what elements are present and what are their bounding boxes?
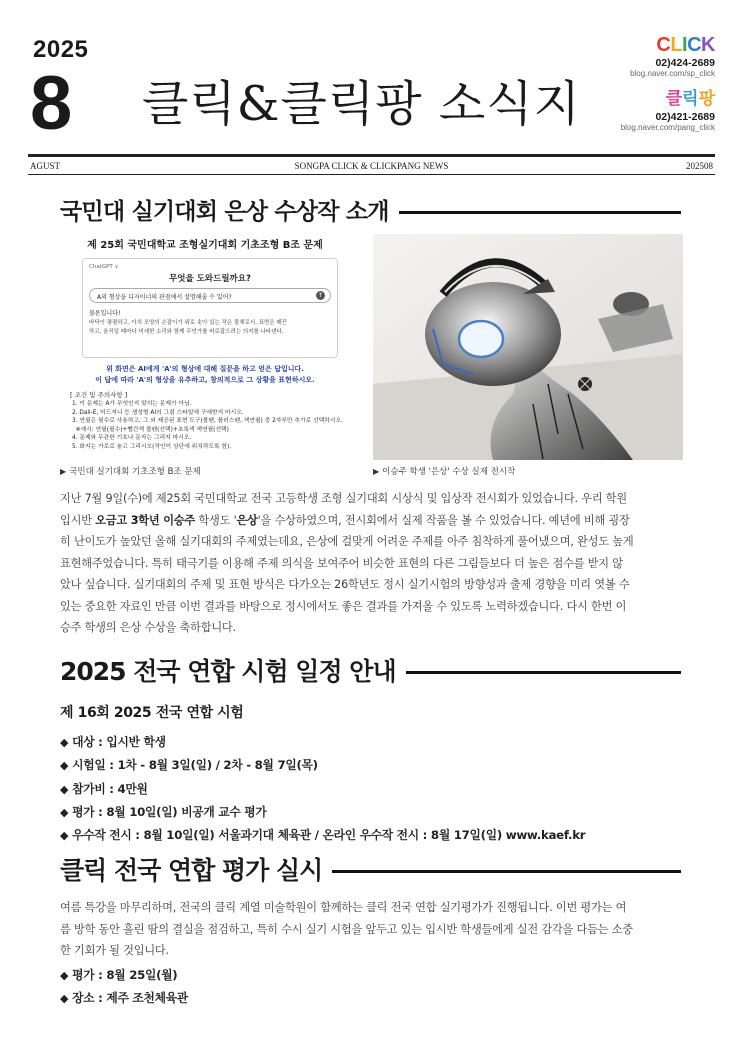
header-rule: [28, 154, 715, 157]
condition-item: ※예시: 연필(필수)+빨간색 볼펜(선택)+초록색 색연필(선택): [72, 426, 229, 433]
brand-clickpang: [621, 88, 715, 133]
click-logo: [656, 34, 715, 56]
pencil-drawing-artwork: [373, 234, 683, 460]
section3-heading: [60, 855, 681, 887]
award-name: 은상: [236, 513, 258, 527]
section1-heading: [60, 196, 681, 228]
problem-title: 제 25회 국민대학교 조형실기대회 기초조형 B조 문제: [87, 240, 323, 251]
chat-input-text: A의 형상을 디자이너의 관점에서 설명해줄 수 있어?: [97, 294, 232, 301]
condition-item: 2. Dall-E, 미드저니 등 생성형 AI의 그림 스타일에 구애받지 마시오.: [72, 409, 244, 416]
diamond-bullet-icon: ◆: [60, 759, 69, 773]
click-blog[interactable]: blog.naver.com/sp_click: [630, 69, 715, 78]
condition-item: 3. 연필은 필수로 사용하고, 그 외 제공된 표현 도구(볼펜, 플러스펜, 색연필) 중 2자루만 추가로 선택하시오.: [72, 418, 343, 425]
issue-month: 8: [30, 61, 73, 146]
para-line: 승주 학생의 은상 수상을 축하합니다.: [60, 621, 236, 634]
diamond-bullet-icon: ◆: [60, 805, 69, 819]
problem-instruction: [60, 364, 350, 386]
list-item-text: 우수작 전시 : 8월 10일(일) 서울과기대 체육관 / 온라인 우수작 전시 : 8월 17일(일) www.kaef.kr: [72, 828, 586, 843]
section3-title: 클릭 전국 연합 평가 실시: [60, 856, 323, 885]
logo-letter: K: [701, 34, 715, 56]
logo-letter: 클: [665, 89, 683, 109]
list-item: [60, 987, 683, 1010]
section3-paragraph: [60, 897, 683, 962]
diamond-bullet-icon: ◆: [60, 782, 69, 796]
caption-right-text: 이승주 학생 '은상' 수상 실제 전시작: [382, 467, 516, 477]
conditions-list: [72, 400, 350, 452]
section1-title: 국민대 실기대회 은상 수상작 소개: [60, 199, 389, 225]
click-phone: 02)424-2689: [655, 57, 715, 69]
list-item: [60, 964, 683, 987]
problem-image: [60, 232, 350, 460]
heading-rule: [399, 211, 681, 214]
diamond-bullet-icon: ◆: [60, 992, 69, 1006]
para-line: 표현해주었습니다. 특히 태극기를 이용해 주제 의식을 보여주어 비슷한 표현의 다른 그림들보다 더 높은 점수를 받지 않: [60, 556, 623, 570]
para-line: 히 난이도가 높았던 올해 실기대회의 주제였는데요, 은상에 걸맞게 어려운 주제를 아주 침착하게 풀어냈으며, 완성도 높게: [60, 535, 634, 548]
award-artwork-image: [373, 234, 683, 460]
list-item-text: 대상 : 입시반 학생: [72, 735, 166, 749]
section2-heading: [60, 656, 681, 688]
clickpang-blog[interactable]: blog.naver.com/pang_click: [620, 123, 715, 132]
diamond-bullet-icon: ◆: [60, 829, 69, 843]
conditions-heading: [ 조건 및 주의사항 ]: [70, 391, 128, 399]
logo-letter: C: [687, 34, 702, 56]
header-subrule: [28, 174, 715, 175]
list-item-text: 장소 : 제주 조천체육관: [72, 991, 188, 1006]
month-label: AGUST: [30, 161, 61, 171]
issue-code: 202508: [686, 161, 713, 171]
heading-rule: [406, 671, 681, 674]
para-line: 름 방학 동안 흘린 땀의 결실을 점검하고, 특히 수시 실기 시험을 앞두고 있는 입시반 학생들에게 실전 감각을 다듬는 소중: [60, 922, 633, 936]
condition-item: 5. 화지는 가로로 놓고 그리시오(작인이 상단에 위치하도록 함).: [72, 443, 232, 450]
chat-answer-line: 하고, 움직일 때마다 미세한 소리와 함께 무언가를 바로잡으려는 의지를 나타낸다.: [89, 329, 284, 335]
brand-click: [630, 34, 715, 79]
diamond-bullet-icon: ◆: [60, 736, 69, 749]
list-item: [60, 778, 683, 801]
section2-title: 2025 전국 연합 시험 일정 안내: [60, 657, 396, 686]
news-label: SONGPA CLICK & CLICKPANG NEWS: [294, 161, 449, 171]
logo-letter: L: [670, 34, 683, 56]
diamond-bullet-icon: ◆: [60, 969, 69, 982]
logo-letter: C: [656, 34, 671, 56]
instruction-line: 위 화면은 AI에게 'A'의 형상에 대해 질문을 하고 얻은 답입니다.: [106, 365, 304, 373]
triangle-right-icon: ▶: [60, 467, 67, 476]
list-item-text: 평가 : 8월 10일(일) 비공개 교수 평가: [72, 804, 267, 819]
list-item: [60, 824, 683, 847]
para-line: 한 기회가 될 것입니다.: [60, 944, 169, 957]
caption-left-text: 국민대 실기대회 기초조형 B조 문제: [69, 467, 201, 477]
list-item: [60, 754, 683, 777]
chat-answer: [89, 319, 331, 337]
clickpang-logo: [666, 88, 715, 110]
list-item-text: 참가비 : 4만원: [72, 781, 148, 796]
list-item: [60, 801, 683, 824]
logo-letter: 릭: [682, 89, 699, 109]
para-line: 았나 싶습니다. 실기대회의 주제 및 표현 방식은 다가오는 26학년도 정시 실기시험의 방향성과 출제 경향을 미리 엿볼 수: [60, 578, 630, 591]
condition-item: 1. 이 문제는 A가 무엇인지 맞히는 문제가 아님.: [72, 401, 192, 407]
para-line: [60, 510, 683, 532]
header-subbar: [30, 160, 713, 172]
chat-input: [89, 288, 331, 303]
logo-letter: I: [682, 34, 688, 56]
issue-year: 2025: [33, 36, 89, 63]
triangle-right-icon: ▶: [373, 467, 380, 476]
chat-model-label: ChatGPT ∨: [89, 264, 119, 270]
student-name: 오금고 3학년 이승주: [95, 513, 196, 527]
chat-screenshot: [82, 258, 338, 358]
caption-right: [373, 465, 515, 477]
condition-item: 4. 문제와 무관한 기호나 문자는 그리지 마시오.: [72, 435, 192, 442]
instruction-line: 이 답에 따라 'A'의 형상을 유추하고, 창의적으로 그 상황을 표현하시오.: [95, 376, 315, 384]
section1-paragraph: [60, 488, 683, 639]
newsletter-title: 클릭&클릭팡 소식지: [142, 76, 581, 132]
clickpang-phone: 02)421-2689: [655, 111, 715, 123]
chat-question: 무엇을 도와드릴까요?: [169, 274, 251, 284]
send-icon: ↑: [317, 292, 324, 299]
evaluation-details-list: [60, 964, 683, 1011]
list-item-text: 시험일 : 1차 - 8월 3일(일) / 2차 - 8월 7일(목): [72, 758, 318, 773]
para-line: 지난 7월 9일(수)에 제25회 국민대학교 전국 고등학생 조형 실기대회 시상식 및 입상작 전시회가 있었습니다. 우리 학원: [60, 492, 628, 505]
logo-letter: 팡: [698, 89, 715, 109]
list-item-text: 평가 : 8월 25일(월): [72, 968, 178, 982]
text-run: '을 수상하였으며, 전시회에서 실제 작품을 볼 수 있었습니다. 예년에 비해 굉장: [257, 513, 630, 527]
exam-subheading: 제 16회 2025 전국 연합 시험: [60, 705, 244, 721]
text-run: 학생도 ': [195, 513, 237, 527]
exam-details-list: [60, 731, 683, 847]
para-line: 있는 중요한 자료인 만큼 이번 결과를 바탕으로 정시에서도 좋은 결과를 가져올 수 있도록 노력하겠습니다. 다시 한번 이: [60, 599, 627, 613]
text-run: 입시반: [60, 513, 96, 527]
chat-answer-head: 물론입니다!: [89, 310, 121, 317]
chat-answer-line: 바닥이 평평하고, 아치 모양의 손잡이가 위로 솟아 있는 작은 물체로서, 표면은 매끈: [89, 320, 288, 326]
caption-left: [60, 465, 201, 477]
heading-rule: [332, 870, 681, 873]
list-item: [60, 731, 683, 754]
para-line: 여름 특강을 마무리하며, 전국의 클릭 계열 미술학원이 함께하는 클릭 전국 연합 실기평가가 진행됩니다. 이번 평가는 여: [60, 901, 627, 914]
